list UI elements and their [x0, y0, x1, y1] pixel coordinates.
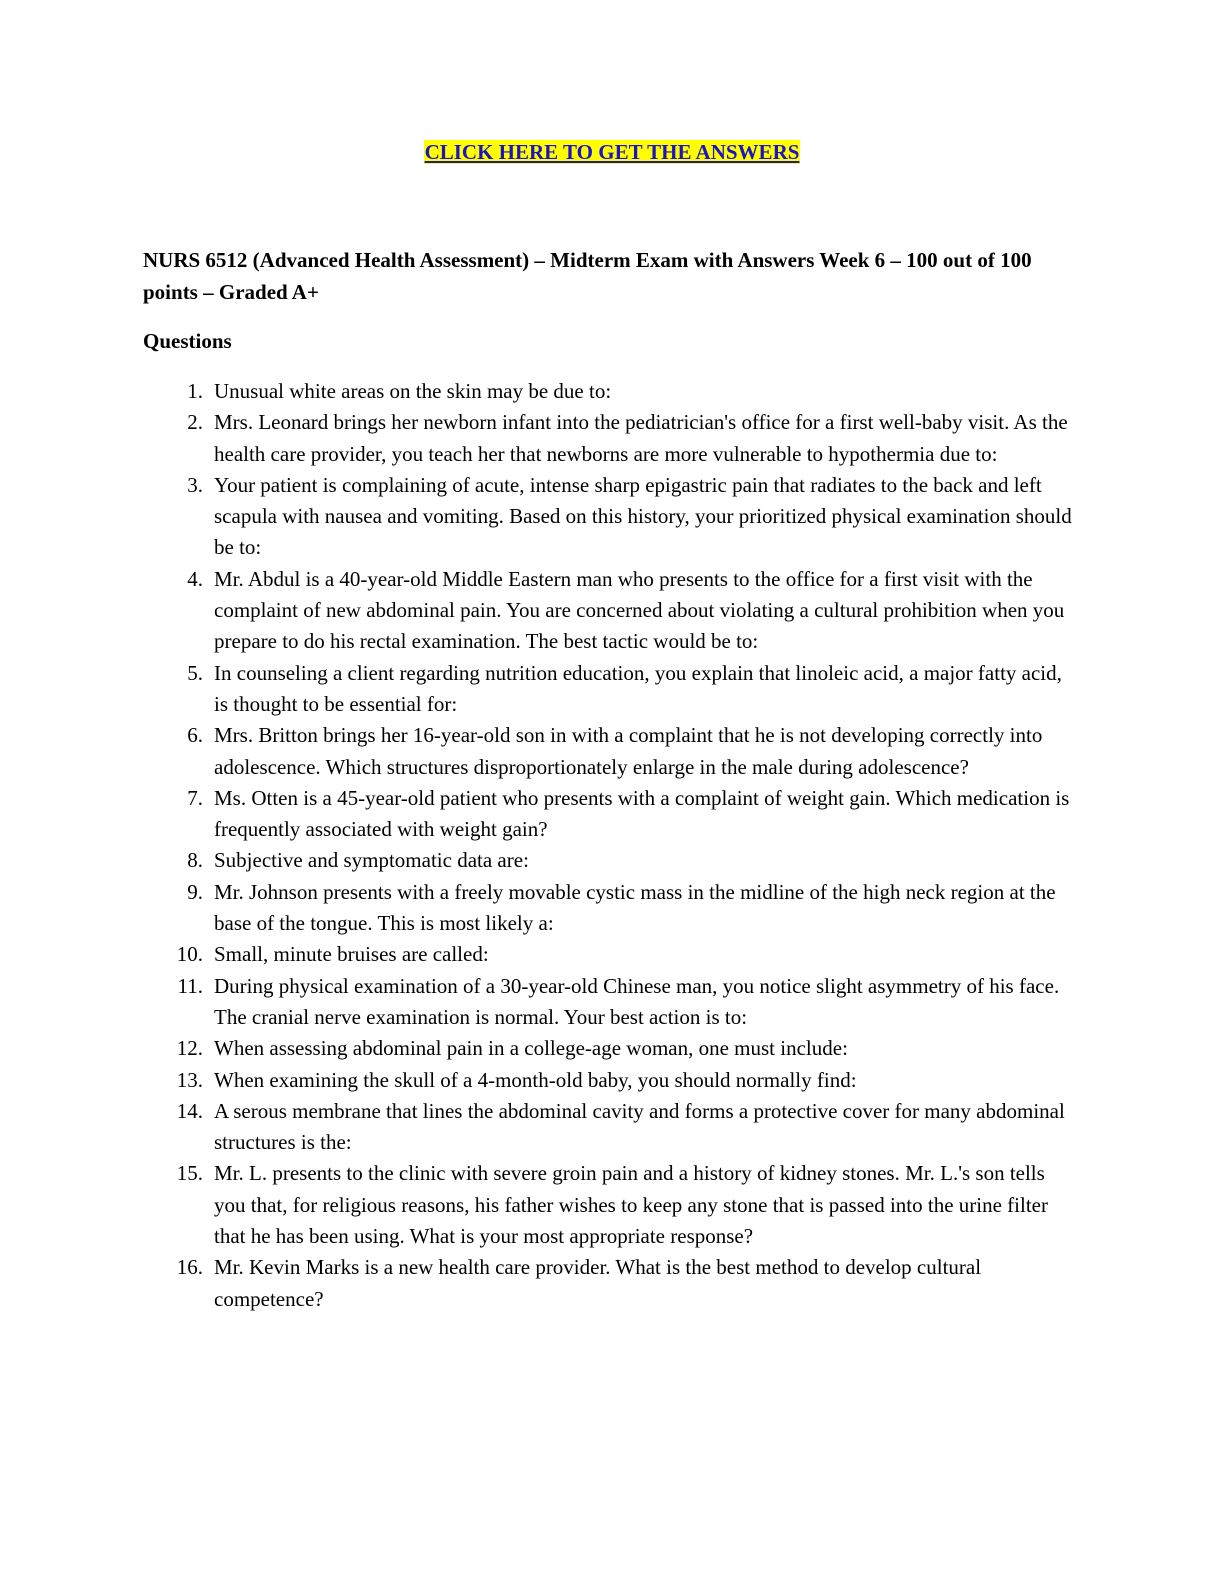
question-number: 5. [187, 660, 203, 685]
question-text: During physical examination of a 30-year-old Chinese man, you notice slight asymmetry of his face. The cranial nerve examination is normal. Your best action is to: [214, 973, 1060, 1029]
question-text: A serous membrane that lines the abdominal cavity and forms a protective cover for many abdominal structures is the: [214, 1098, 1065, 1155]
question-text: Mr. Abdul is a 40-year-old Middle Eastern man who presents to the office for a first visit with the complaint of new abdominal pain. You are concerned about violating a cultural prohibition when you prepare to do his rectal examination. The best tactic would be to: [214, 566, 1065, 654]
question-number: 10. [176, 942, 203, 967]
question-number: 13. [176, 1067, 203, 1092]
question-item-5 [0, 658, 1074, 721]
question-text: Mrs. Britton brings her 16-year-old son in with a complaint that he is not developing correctly into adolescence. Which structures disproportionately enlarge in the male during adolescence? [214, 723, 1043, 779]
question-item-2 [0, 407, 1074, 470]
question-text: Mr. L. presents to the clinic with severe groin pain and a history of kidney stones. Mr. L.'s son tells you that, for religious reasons, his father wishes to keep any stone that is passed into the urine filter that he has been using. What is your most appropriate response? [214, 1161, 1048, 1249]
question-text: Your patient is complaining of acute, intense sharp epigastric pain that radiates to the back and left scapula with nausea and vomiting. Based on this history, your prioritized physical examination should be to: [214, 472, 1072, 560]
question-item-12 [0, 1033, 1074, 1064]
question-number: 4. [187, 566, 203, 591]
question-item-15 [0, 1158, 1074, 1252]
get-answers-link[interactable]: CLICK HERE TO GET THE ANSWERS [424, 140, 800, 164]
question-number: 14. [176, 1098, 203, 1123]
question-item-14 [0, 1096, 1074, 1159]
question-text: Mr. Johnson presents with a freely movable cystic mass in the midline of the high neck region at the base of the tongue. This is most likely a: [214, 879, 1056, 936]
question-item-7 [0, 783, 1074, 846]
questions-heading: Questions [143, 329, 232, 353]
question-number: 2. [187, 410, 203, 435]
question-text: Unusual white areas on the skin may be due to: [214, 379, 612, 403]
question-number: 7. [187, 785, 203, 810]
question-text: Subjective and symptomatic data are: [214, 848, 529, 873]
question-number: 16. [176, 1255, 203, 1280]
question-number: 3. [187, 472, 203, 497]
question-item-1 [0, 376, 1074, 407]
question-item-6 [0, 720, 1074, 783]
question-text: Small, minute bruises are called: [214, 942, 489, 967]
question-text: When examining the skull of a 4-month-old baby, you should normally find: [214, 1067, 857, 1092]
question-number: 11. [177, 973, 203, 998]
question-text: When assessing abdominal pain in a college-age woman, one must include: [214, 1036, 848, 1061]
document-title: NURS 6512 (Advanced Health Assessment) – Midterm Exam with Answers Week 6 – 100 out of 100 points – Graded A+ [143, 248, 1032, 304]
questions-list [0, 376, 1224, 1315]
question-text: In counseling a client regarding nutrition education, you explain that linoleic acid, a major fatty acid, is thought to be essential for: [214, 660, 1062, 716]
question-number: 9. [187, 879, 203, 904]
question-item-8 [0, 845, 1074, 876]
question-number: 15. [176, 1161, 203, 1186]
question-text: Mrs. Leonard brings her newborn infant into the pediatrician's office for a first well-baby visit. As the health care provider, you teach her that newborns are more vulnerable to hypothermia due to: [214, 410, 1068, 466]
question-item-3 [0, 470, 1074, 564]
question-number: 12. [176, 1036, 203, 1061]
question-item-4 [0, 564, 1074, 658]
question-item-13 [0, 1065, 1074, 1096]
question-item-11 [0, 971, 1074, 1034]
question-text: Mr. Kevin Marks is a new health care provider. What is the best method to develop cultural competence? [214, 1255, 982, 1311]
answers-link-container [0, 140, 1224, 165]
question-number: 8. [187, 848, 203, 873]
question-number: 6. [187, 723, 203, 748]
question-item-16 [0, 1252, 1074, 1315]
question-item-10 [0, 939, 1074, 970]
question-item-9 [0, 877, 1074, 940]
question-number: 1. [187, 379, 203, 403]
question-text: Ms. Otten is a 45-year-old patient who presents with a complaint of weight gain. Which medication is frequently associated with weight gain? [214, 785, 1070, 842]
